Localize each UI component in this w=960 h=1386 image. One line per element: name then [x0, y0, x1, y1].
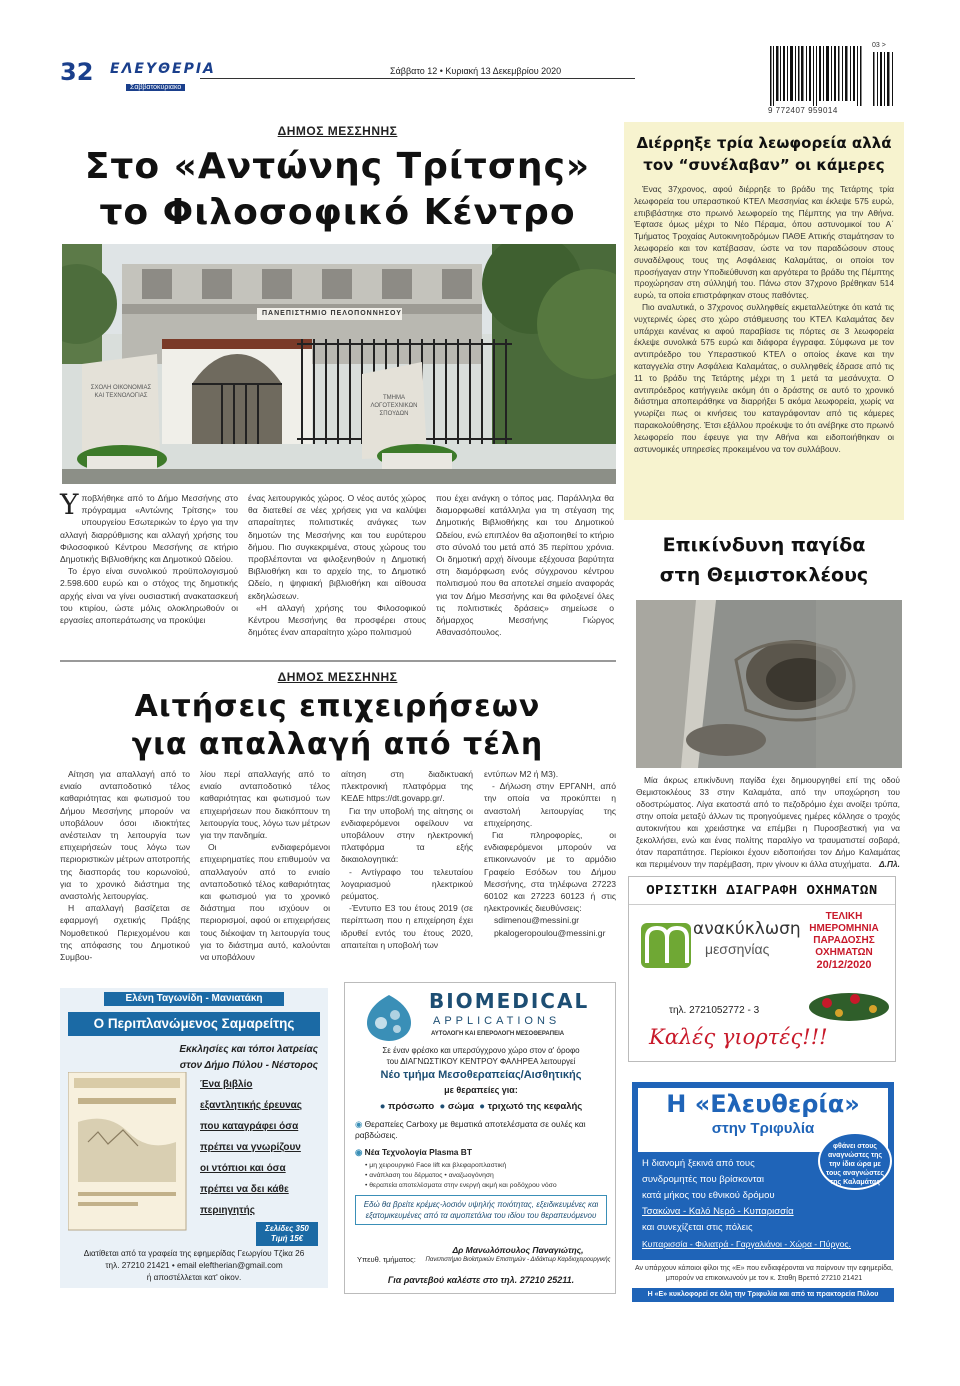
ad-recycling-deadline — [799, 911, 889, 971]
ad-trifylia-subtitle: στην Τριφυλία — [711, 1120, 815, 1137]
bullet-icon: ● — [479, 1101, 488, 1112]
article2-title-line2: για απαλλαγή από τέλη — [131, 727, 544, 762]
article2-col3 — [341, 768, 473, 951]
sidebar-burglary-p1: Ένας 37χρονος, αφού διέρρηξε το βράδυ της Τετάρτης τρία λεωφορεία του υπεραστικού ΚΤΕΛ Μεσσηνίας και έκλεψε 575 ευρώ, επιβιβάστηκε στο πρωινό λεωφορείο της Πέμπτης για την Αθήνα. Έφτασε όμως μέχρι το Νέο Πέραμα, όπου αστυνομικοί του Α΄ Τμήματος Τροχαίας Αυτοκινητοδρόμων ΠΑΘΕ Αττικής σταμάτησαν το λεωφορείο και τον κατέβασαν, ώστε να τον παραδώσουν στους συναδέλφους τους της Ασφάλειας Καλαμάτας, οι οποίοι τον προσήγαγαν στην Υποδιεύθυνση και αργότερα το βράδυ της Πέμπτης προχώρησαν στη σύλληψή του. Πάνω στον 37χρονο βρέθηκαν 514 ευρώ, τα οποία επιστράφηκαν στους παθόντες. — [634, 184, 894, 301]
ad-book-footer-2: τηλ. 27210 21421 • email eleftherian@gmail.com — [105, 1261, 283, 1270]
recycling-logo-icon — [637, 913, 697, 973]
ad-recycling-deadline-3: ΠΑΡΑΔΟΣΗΣ — [813, 935, 875, 946]
masthead-logo — [110, 61, 250, 91]
ad-trifylia-body-4: Τσακώνα - Καλό Νερό - Κυπαρισσία — [642, 1206, 794, 1217]
article2-col2-text: λίου περί απαλλαγής από το ενιαίο ανταποδοτικό τέλος καθαριότητας και φωτισμού των επιχειρήσεων που διακόπτουν τη λειτουργία τους, λόγω των μέτρων για την πανδημία. — [200, 769, 330, 841]
ad-trifylia-body — [642, 1156, 892, 1252]
ad-biomedical-intro-1: Σε έναν φρέσκο και υπερσύγχρονο χώρο στον α' όροφο — [382, 1046, 580, 1055]
ad-trifylia-note — [624, 1264, 904, 1284]
ad-biomedical-plasma — [355, 1147, 607, 1157]
ad-trifylia-body-1: Η διανομή ξεκινά από τους — [642, 1158, 755, 1169]
article1-dropcap: Υ — [60, 488, 79, 521]
christmas-decoration-icon — [807, 981, 891, 1025]
barcode-number: 9 772407 959014 — [768, 106, 838, 115]
article1-title-line1: Στο «Αντώνης Τρίτσης» — [84, 146, 591, 187]
therapy-body: σώμα — [447, 1101, 475, 1112]
article2-col4-text: εντύπων Μ2 ή Μ3). — [484, 769, 559, 779]
ad-recycling-deadline-1: ΤΕΛΙΚΗ — [825, 911, 863, 922]
ad-biomedical[interactable] — [344, 982, 616, 1294]
ad-recycling[interactable] — [628, 876, 896, 1062]
sidebar-burglary-p2: Πιο αναλυτικά, ο 37χρονος συλληφθείς εκμεταλλεύτηκε ότι κατά τις νυχτερινές ώρες στο χώρο στάθμευσης του ΚΤΕΛ Καλαμάτας δεν υπάρχει κανένας κι αφού παραβίασε τις πόρτες σε 3 λεωφορεία έκλεψε συνολικά 575 ευρώ και διάφορα έγγραφα. Σύμφωνα με τον αντιπρόεδρο του Υπεραστικού ΚΤΕΛ ο οποίος έκανε και την καταγγελία στην Ασφάλεια Καλαμάτας, ο συλληφθείς έδρασε από τις 11 το βράδυ της Τετάρτης μέχρι τη 1 μετά τα μεσάνυχτα. Ο αντιπρόεδρος κατήγγειλε ακόμη ότι ο δράστης σε αυτό το χρονικό διάστημα αποπειράθηκε να διαρρήξει 5 ακόμα λεωφορεία, χωρίς να γνωρίζει πως οι κινήσεις του καταγράφονταν από τις κάμερες παρακολούθησης. Έτσι εξάλλου προέκυψε το ότι ανέβηκε στο πρωινό λεωφορείο που έφευγε για την Αθήνα και ειδοποιήθηκαν οι αστυνομικές υπηρεσίες προκειμένου να τον συλλάβουν. — [634, 301, 894, 454]
ad-biomedical-intro — [345, 1045, 617, 1067]
article2-title-line1: Αιτήσεις επιχειρήσεων — [134, 689, 541, 724]
bullet-icon: ● — [379, 1101, 389, 1112]
ad-trifylia-body-2: συνδρομητές που βρίσκονται — [642, 1174, 765, 1185]
ad-trifylia-body-3: κατά μήκος του εθνικού δρόμου — [642, 1190, 775, 1201]
article2-email2[interactable]: pkalogeropoulou@messini.gr — [494, 927, 606, 938]
ad-trifylia-bubble: φθάνει στους αναγνώστες της την ίδια ώρα με τους αναγνώστες της Καλαμάτας — [818, 1132, 892, 1190]
article1-col2 — [248, 492, 426, 638]
masthead-title: ΕΛΕΥΘΕΡΙΑ — [110, 61, 216, 77]
article2-col3d-text: -Έντυπο Ε3 του έτους 2019 (σε περίπτωση που η επιχείρηση έχει ιδρυθεί εντός του έτους 2020, απαιτείται η υποβολή των — [341, 903, 473, 950]
building-photo — [62, 244, 616, 484]
barcode-bars — [768, 46, 868, 106]
header-rule — [200, 78, 635, 79]
sidebar-pothole — [624, 530, 904, 869]
ad-biomedical-carboxy — [355, 1119, 607, 1141]
plasma-item: • μη χειρουργικό Face lift και βλεφαροπλαστική — [365, 1162, 507, 1169]
sidebar-pothole-title-line2: στη Θεμιστοκλέους — [659, 564, 869, 586]
ad-biomedical-doctor-name: Δρ Μανωλόπουλος Παναγιώτης, — [452, 1245, 584, 1255]
sidebar-burglary-title-line1: Διέρρηξε τρία λεωφορεία αλλά — [636, 134, 892, 152]
ad-trifylia-note-2: μπορούν να επικοινωνούν με τον κ. Σταθη Βρεττό 27210 21421 — [665, 1275, 863, 1282]
sidebar-burglary-body — [624, 176, 904, 455]
barcode-addon-bars — [872, 52, 896, 106]
ad-biomedical-carboxy-text: Θεραπείες Carboxy με θεματικά αποτελέσματα σε ουλές και ραβδώσεις. — [355, 1119, 586, 1140]
article1-col3-text: που έχει ανάγκη ο τόπος μας. Παράλληλα θα διαμορφωθεί κατάλληλα για τη στέγαση της Δημοτικής Βιβλιοθήκης και του Δημοτικού Ωδείου, ενώ επιπλέον θα αξιοποιηθεί το κτήριο στο σύνολό του μετά από 35 περίπου χρόνια. Οι δημοτική αρχή δίνουμε εξέχουσα βαρύτητα στη διαμόρφωση ενός σύγχρονου κέντρου πολιτισμού που θα αποτελεί σημείο αναφοράς για τον Δήμο Μεσσήνης και θα φιλοξενεί όλες τις πολιτιστικές δράσεις» σημείωσε ο δήμαρχος Μεσσήνης Γιώργος Αθανασόπουλος. — [436, 493, 614, 638]
ad-book-subtitle — [60, 1042, 318, 1074]
article2-title — [60, 688, 615, 764]
article2-col1 — [60, 768, 190, 963]
ad-biomedical-creams: Εδώ θα βρείτε κρέμες-λοσιόν υψηλής ποιότητας, εξειδικευμένες και εξατομικευμένες από τα αιμοπετάλια του ιδίου του θεραπευόμενου — [355, 1195, 607, 1225]
ad-book-pitch-4: πρέπει να γνωρίζουν — [200, 1142, 301, 1153]
ad-biomedical-brand-2: APPLICATIONS — [433, 1015, 561, 1027]
plasma-item-text: θεραπεία αποτελέσματα στην ενεργή ακμή και ροδόχρου νόσο — [369, 1182, 557, 1189]
page-number: 32 — [60, 58, 94, 86]
ad-book-pitch-6: πρέπει να δει κάθε — [200, 1184, 289, 1195]
ad-book-price — [256, 1222, 318, 1246]
ad-biomedical-intro-2: του ΔΙΑΓΝΩΣΤΙΚΟΥ ΚΕΝΤΡΟΥ ΦΑΛΗΡΕΑ λειτουργεί — [386, 1057, 576, 1066]
ad-trifylia-box — [632, 1082, 894, 1260]
pothole-photo — [636, 600, 902, 768]
article2-kicker: ΔΗΜΟΣ ΜΕΣΣΗΝΗΣ — [277, 670, 398, 684]
ad-book-pitch-2: εξαντλητικής έρευνας — [200, 1100, 302, 1111]
droplet-icon: ◉ — [355, 1147, 365, 1157]
article2-col3c-text: - Αντίγραφο του τελευταίου λογαριασμού ηλεκτρικού ρεύματος. — [341, 866, 473, 902]
ad-recycling-phone: τηλ. 2721052772 - 3 — [669, 1005, 760, 1016]
ad-trifylia-footer: Η «Ε» κυκλοφορεί σε όλη την Τριφυλία και από τα πρακτορεία Πύλου — [632, 1288, 894, 1302]
article2-col4c-text: Για πληροφορίες, οι ενδιαφερόμενοι μπορούν να επικοινωνούν με το αρμόδιο Γραφείο Εσόδων του Δήμου Μεσσήνης, στα τηλέφωνα 27223 60102 και 27223 60123 ή στις ηλεκτρονικές διευθύνσεις: — [484, 830, 616, 914]
article1-col2-text: ένας λειτουργικός χώρος. Ο νέος αυτός χώρος θα διατεθεί σε νέες χρήσεις για να καλύψει απαραίτητες πολιτιστικές ανάγκες των δημοτών της Μεσσήνης και του ευρύτερου δήμου. Πιο συγκεκριμένα, στους χώρους του προβλέπονται να φιλοξενηθούν η Δημοτική Βιβλιοθήκη και το αρχείο της, το Δημοτικό Ωδείο, η ψηφιακή βιβλιοθήκη και αίθουσα εκδηλώσεων. — [248, 493, 426, 601]
article2-col4 — [484, 768, 616, 939]
ad-book-footer-1: Διατίθεται από τα γραφεία της εφημερίδας Γεωργίου Τζίκα 26 — [83, 1249, 305, 1258]
therapy-face: πρόσωπο — [388, 1101, 435, 1112]
ad-recycling-brand: ανακύκλωση — [693, 919, 801, 939]
sidebar-pothole-text: Μία άκρως επικίνδυνη παγίδα έχει δημιουργηθεί επί της οδού Θεμιστοκλέους 33 στην Καλαμάτα, από την υποχώρηση του οδοστρώματος. Λίγα εκατοστά από το πεζοδρόμιο έχει ανοίξει τρύπα, στην οποία μεταξύ άλλων τις προηγούμενες ημέρες κόλλησε ο τροχός αυτοκινήτου και χρειάστηκε να επέμβει η Πυροσβεστική για να ξεκολλήσει, ενώ και ένας πολίτης παραλίγο να τραυματιστεί σοβαρά, όταν παραπάτησε. Περίοικοι έχουν ειδοποιήσει τον Δήμο Καλαμάτας και περιμένουν την παρέμβαση, πριν γίνουν κι άλλα ατυχήματα. — [636, 775, 900, 869]
ad-biomedical-plasma-list — [365, 1161, 609, 1191]
article1-col1-text: ποβλήθηκε από το Δήμο Μεσσήνης στο πρόγραμμα «Αντώνης Τρίτσης» του υπουργείου Εσωτερικών το έργο για την αλλαγή διαρρύθμισης και αλλαγή χρήσης του Φιλοσοφικού Κέντρου Μεσσήνης σε κτήριο Δημοτικής Βιβλιοθήκης και Δημοτικού Ωδείου. — [60, 493, 238, 565]
ad-biomedical-doctor — [421, 1245, 615, 1265]
therapy-scalp: τριχωτό της κεφαλής — [487, 1101, 583, 1112]
ad-biomedical-appointment: Για ραντεβού καλέστε στο τηλ. 27210 25211. — [387, 1275, 575, 1285]
article-divider — [60, 660, 616, 662]
ad-book-price-pages: Σελίδες 350 — [265, 1224, 309, 1233]
ad-recycling-deadline-4: ΟΧΗΜΑΤΩΝ — [815, 947, 873, 958]
article1-photo — [62, 244, 616, 484]
article1-col3 — [436, 492, 614, 638]
ad-biomedical-doctor-label: Υπευθ. τμήματος: — [357, 1255, 416, 1264]
ad-book-title: Ο Περιπλανώμενος Σαμαρείτης — [68, 1012, 320, 1036]
article1-col1 — [60, 488, 238, 626]
article1-title-line2: το Φιλοσοφικό Κέντρο — [99, 192, 576, 233]
ad-book-pitch-1: Ένα βιβλίο — [200, 1079, 253, 1090]
ad-trifylia-title: Η «Ελευθερία» — [666, 1090, 860, 1118]
masthead-subtitle: Σαββατοκύριακο — [126, 84, 185, 91]
ad-trifylia-note-1: Αν υπάρχουν κάποιοι φίλοι της «Ε» που ενδιαφέρονται να παίρνουν την εφημερίδα, — [635, 1265, 893, 1272]
ad-trifylia-body-5: και συνεχίζεται στις πόλεις — [642, 1222, 753, 1233]
ad-biomedical-headline: Νέο τμήμα Μεσοθεραπείας/Αισθητικής — [380, 1069, 582, 1081]
sidebar-burglary-title-line2: τον “συνέλαβαν” οι κάμερες — [643, 156, 885, 174]
sidebar-pothole-title-line1: Επικίνδυνη παγίδα — [662, 534, 866, 556]
article1-kicker: ΔΗΜΟΣ ΜΕΣΣΗΝΗΣ — [277, 124, 398, 138]
issue-date: Σάββατο 12 • Κυριακή 13 Δεκεμβρίου 2020 — [390, 66, 562, 76]
page-header — [60, 56, 630, 91]
ad-biomedical-therapies — [345, 1101, 617, 1112]
article2-col3b-text: Για την υποβολή της αίτησης οι ενδιαφερόμενοι οφείλουν να υποβάλουν στην ηλεκτρονική πλατφόρμα τα εξής δικαιολογητικά: — [341, 805, 473, 865]
article1-col2b-text: «Η αλλαγή χρήσης του Φιλοσοφικού Κέντρου Μεσσήνης θα προσφέρει στους δημότες έναν απαραίτητο χώρο πολιτισμού — [248, 602, 426, 638]
plasma-item: • θεραπεία αποτελέσματα στην ενεργή ακμή και ροδόχρου νόσο — [365, 1182, 557, 1189]
biomedical-logo-icon — [359, 993, 419, 1043]
ad-recycling-deadline-date: 20/12/2020 — [816, 959, 872, 971]
photo-stone-right-text: ΤΜΗΜΑ ΛΟΓΟΤΕΧΝΙΚΩΝ ΣΠΟΥΔΩΝ — [370, 395, 418, 417]
article2-email1[interactable]: sdimenou@messini.gr — [494, 915, 580, 926]
sidebar-burglary-title — [624, 122, 904, 176]
ad-book-pitch-3: που καταγράφει όσα — [200, 1121, 299, 1132]
article2-col4b-text: - Δήλωση στην ΕΡΓΑΝΗ, από την οποία να προκύπτει η αναστολή λειτουργίας της επιχείρησης. — [484, 781, 616, 828]
ad-book-subtitle-2: στον Δήμο Πύλου - Νέστορος — [179, 1060, 318, 1071]
article2-col2 — [200, 768, 330, 963]
sidebar-burglary — [624, 122, 904, 520]
article2-col3-text: αίτηση στη διαδικτυακή πλεκτρονική πλατφόρμα της ΚΕΔΕ https://dt.govapp.gr/. — [341, 769, 473, 804]
ad-trifylia-body-6: Κυπαρισσία - Φιλιατρά - Γαργαλιάνοι - Χώρα - Πύργος. — [642, 1239, 851, 1249]
bullet-icon: ● — [439, 1101, 448, 1112]
ad-recycling-brand-sub: μεσσηνίας — [705, 941, 770, 957]
book-cover-icon — [68, 1072, 188, 1232]
plasma-item: • ανάπλαση του δέρματος • αναζωογόνηση — [365, 1172, 494, 1179]
plasma-item-text: μη χειρουργικό Face lift και βλεφαροπλαστική — [369, 1162, 507, 1169]
ad-recycling-deadline-2: ΗΜΕΡΟΜΗΝΙΑ — [809, 923, 879, 934]
article1-col1b-text: Το έργο είναι συνολικού προϋπολογισμού 2.598.600 ευρώ και ο στόχος της δημοτικής αρχής είναι να γίνει ουσιαστική ανακατασκευή του κτιρίου, ώστε μόλις ολοκληρωθούν οι εργασίες αποπεράτωσης να προκύψει — [60, 566, 238, 626]
sidebar-pothole-body — [636, 774, 900, 870]
article2-col1-text: Αίτηση για απαλλαγή από το ενιαίο ανταποδοτικό τέλος καθαριότητας και φωτισμού του Δήμου Μεσσήνης μπορούν να υποβάλουν όσοι ιδιοκτήτες ανέστειλαν τη λειτουργία των επιχειρήσεών τους λόγω των περιοριστικών μέτρων αποτροπής της διασποράς του κορωνοϊού, για το χρονικό διάστημα της αναστολής λειτουργίας. — [60, 769, 191, 902]
ad-book-subtitle-1: Εκκλησίες και τόποι λατρείας — [179, 1044, 318, 1055]
ad-biomedical-doctor-title: Πανεπιστήμιο Βιοϊατρικών Επιστημών - Διδάκτωρ Καρδιοχειρουργικής — [425, 1257, 611, 1263]
ad-book-pitch-7: περιηγητής — [200, 1205, 255, 1216]
ad-book-price-cost: Τιμή 15€ — [270, 1234, 304, 1243]
ad-book-pitch-5: οι ντόπιοι και όσα — [200, 1163, 286, 1174]
droplet-icon: ◉ — [355, 1119, 365, 1129]
ad-book-footer-3: ή αποστέλλεται κατ' οίκον. — [146, 1273, 242, 1282]
photo-building-sign: ΠΑΝΕΠΙΣΤΗΜΙΟ ΠΕΛΟΠΟΝΝΗΣΟΥ — [262, 310, 402, 317]
photo-stone-left-text: ΣΧΟΛΗ ΟΙΚΟΝΟΜΙΑΣ ΚΑΙ ΤΕΧΝΟΛΟΓΙΑΣ — [90, 385, 152, 399]
ad-recycling-banner: ΟΡΙΣΤΙΚΗ ΔΙΑΓΡΑΦΗ ΟΧΗΜΑΤΩΝ — [629, 877, 895, 905]
ad-book[interactable] — [60, 988, 328, 1288]
barcode-addon: 03 > — [872, 42, 886, 49]
ad-biomedical-therapies-label: με θεραπείες για: — [444, 1085, 518, 1095]
ad-biomedical-brand-1: BIOMEDICAL — [429, 989, 590, 1013]
sidebar-pothole-title — [624, 530, 904, 590]
sidebar-pothole-signature: Δ.Πλ. — [879, 859, 900, 869]
ad-trifylia[interactable] — [624, 1078, 904, 1304]
article1-title — [60, 144, 615, 236]
ad-book-footer — [60, 1248, 328, 1284]
ad-book-pitch — [200, 1074, 322, 1221]
ad-biomedical-brand-3: ΑΥΤΟΛΟΓΗ ΚΑΙ ΕΠΕΡΟΛΟΓΗ ΜΕΣΟΘΕΡΑΠΕΙΑ — [431, 1031, 565, 1037]
plasma-item-text: ανάπλαση του δέρματος • αναζωογόνηση — [369, 1172, 494, 1179]
article2-col2b-text: Οι ενδιαφερόμενοι επιχειρηματίες που επιθυμούν να απαλλαγούν από το ενιαίο ανταποδοτικό τέλος καθαριότητας και φωτισμού για το χρονικό διάστημα που ισχύουν οι περιορισμοί, αφού οι επιχειρήσεις τους διέκοψαν τη λειτουργία τους για το διάστημα αυτό, καλούνται να υποβάλουν — [200, 842, 330, 963]
ad-book-author: Ελένη Ταγωνίδη - Μανιατάκη — [104, 992, 284, 1006]
ad-recycling-greeting: Καλές γιορτές!!! — [649, 1025, 828, 1049]
article2-col1b-text: Η απαλλαγή βασίζεται σε εφαρμογή σχετικής Πράξης Νομοθετικού Περιεχομένου και της απόφασης του Δημοτικού Συμβου- — [60, 903, 190, 963]
barcode — [768, 42, 898, 117]
ad-biomedical-plasma-text: Νέα Τεχνολογία Plasma BT — [364, 1147, 472, 1157]
